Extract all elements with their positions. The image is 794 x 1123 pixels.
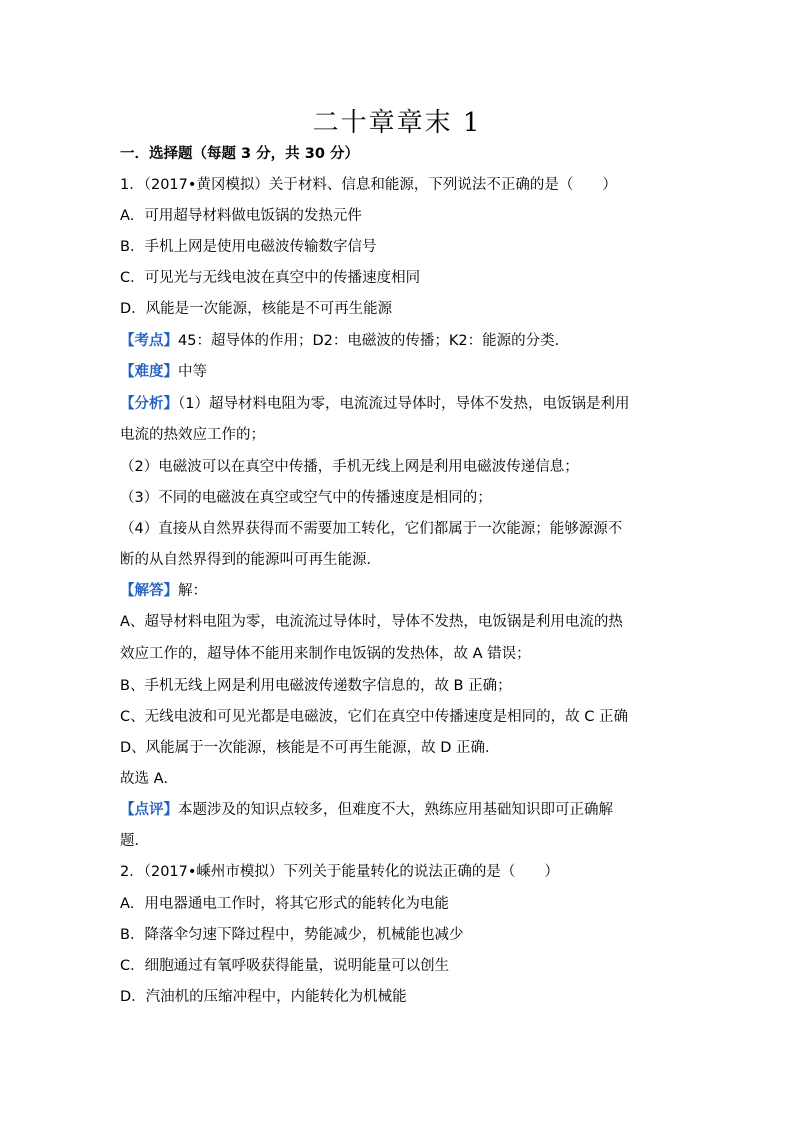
fenxi-line: （4）直接从自然界获得而不需要加工转化，它们都属于一次能源；能够源源不	[120, 521, 623, 537]
question-1-option-a: A．可用超导材料做电饭锅的发热元件	[120, 208, 362, 224]
jieda-line: B、手机无线上网是利用电磁波传递数字信息的，故 B 正确；	[120, 678, 512, 694]
question-2-option-c: C．细胞通过有氧呼吸获得能量，说明能量可以创生	[120, 958, 450, 974]
fenxi-row	[120, 394, 680, 414]
nandu-text: 中等	[178, 364, 207, 380]
fenxi-line: 断的从自然界得到的能源叫可再生能源．	[120, 552, 381, 568]
jieda-row	[120, 581, 680, 601]
question-2-option-b: B．降落伞匀速下降过程中，势能减少，机械能也减少	[120, 927, 464, 943]
dianping-tag: 【点评】	[120, 802, 178, 818]
jieda-text: 解：	[178, 583, 207, 599]
dianping-row	[120, 800, 680, 820]
dianping-line: 题．	[120, 833, 149, 849]
kaodian-row	[120, 331, 680, 351]
question-1-option-c: C．可见光与无线电波在真空中的传播速度相同	[120, 270, 421, 286]
question-2-option-d: D．汽油机的压缩冲程中，内能转化为机械能	[120, 989, 407, 1005]
page-title: 二十章章末 1	[312, 108, 482, 138]
nandu-row	[120, 362, 680, 382]
jieda-line: C、无线电波和可见光都是电磁波，它们在真空中传播速度是相同的，故 C 正确	[120, 709, 628, 725]
question-2-stem: 2．（2017•嵊州市模拟）下列关于能量转化的说法正确的是（ ）	[120, 864, 559, 880]
question-1-option-b: B．手机上网是使用电磁波传输数字信号	[120, 239, 377, 255]
section-heading: 一．选择题（每题 3 分，共 30 分）	[120, 146, 359, 162]
question-2-option-a: A．用电器通电工作时，将其它形式的能转化为电能	[120, 896, 449, 912]
jieda-line: A、超导材料电阻为零，电流流过导体时，导体不发热，电饭锅是利用电流的热	[120, 614, 623, 630]
jieda-line: 故选 A．	[120, 771, 179, 787]
jieda-tag: 【解答】	[120, 583, 178, 599]
dianping-line: 本题涉及的知识点较多，但难度不大，熟练应用基础知识即可正确解	[178, 802, 613, 818]
nandu-tag: 【难度】	[120, 364, 178, 380]
kaodian-tag: 【考点】	[120, 333, 178, 349]
fenxi-line: （1）超导材料电阻为零，电流流过导体时，导体不发热，电饭锅是利用	[178, 396, 630, 412]
kaodian-text: 45：超导体的作用；D2：电磁波的传播；K2：能源的分类．	[178, 333, 570, 349]
fenxi-tag: 【分析】	[120, 396, 178, 412]
fenxi-line: 电流的热效应工作的；	[120, 427, 265, 443]
fenxi-line: （2）电磁波可以在真空中传播，手机无线上网是利用电磁波传递信息；	[120, 459, 579, 475]
fenxi-line: （3）不同的电磁波在真空或空气中的传播速度是相同的；	[120, 490, 492, 506]
question-1-stem: 1．（2017•黄冈模拟）关于材料、信息和能源，下列说法不正确的是（ ）	[120, 177, 617, 193]
jieda-line: D、风能属于一次能源，核能是不可再生能源，故 D 正确．	[120, 740, 500, 756]
jieda-line: 效应工作的，超导体不能用来制作电饭锅的发热体，故 A 错误；	[120, 646, 531, 662]
question-1-option-d: D．风能是一次能源，核能是不可再生能源	[120, 301, 393, 317]
